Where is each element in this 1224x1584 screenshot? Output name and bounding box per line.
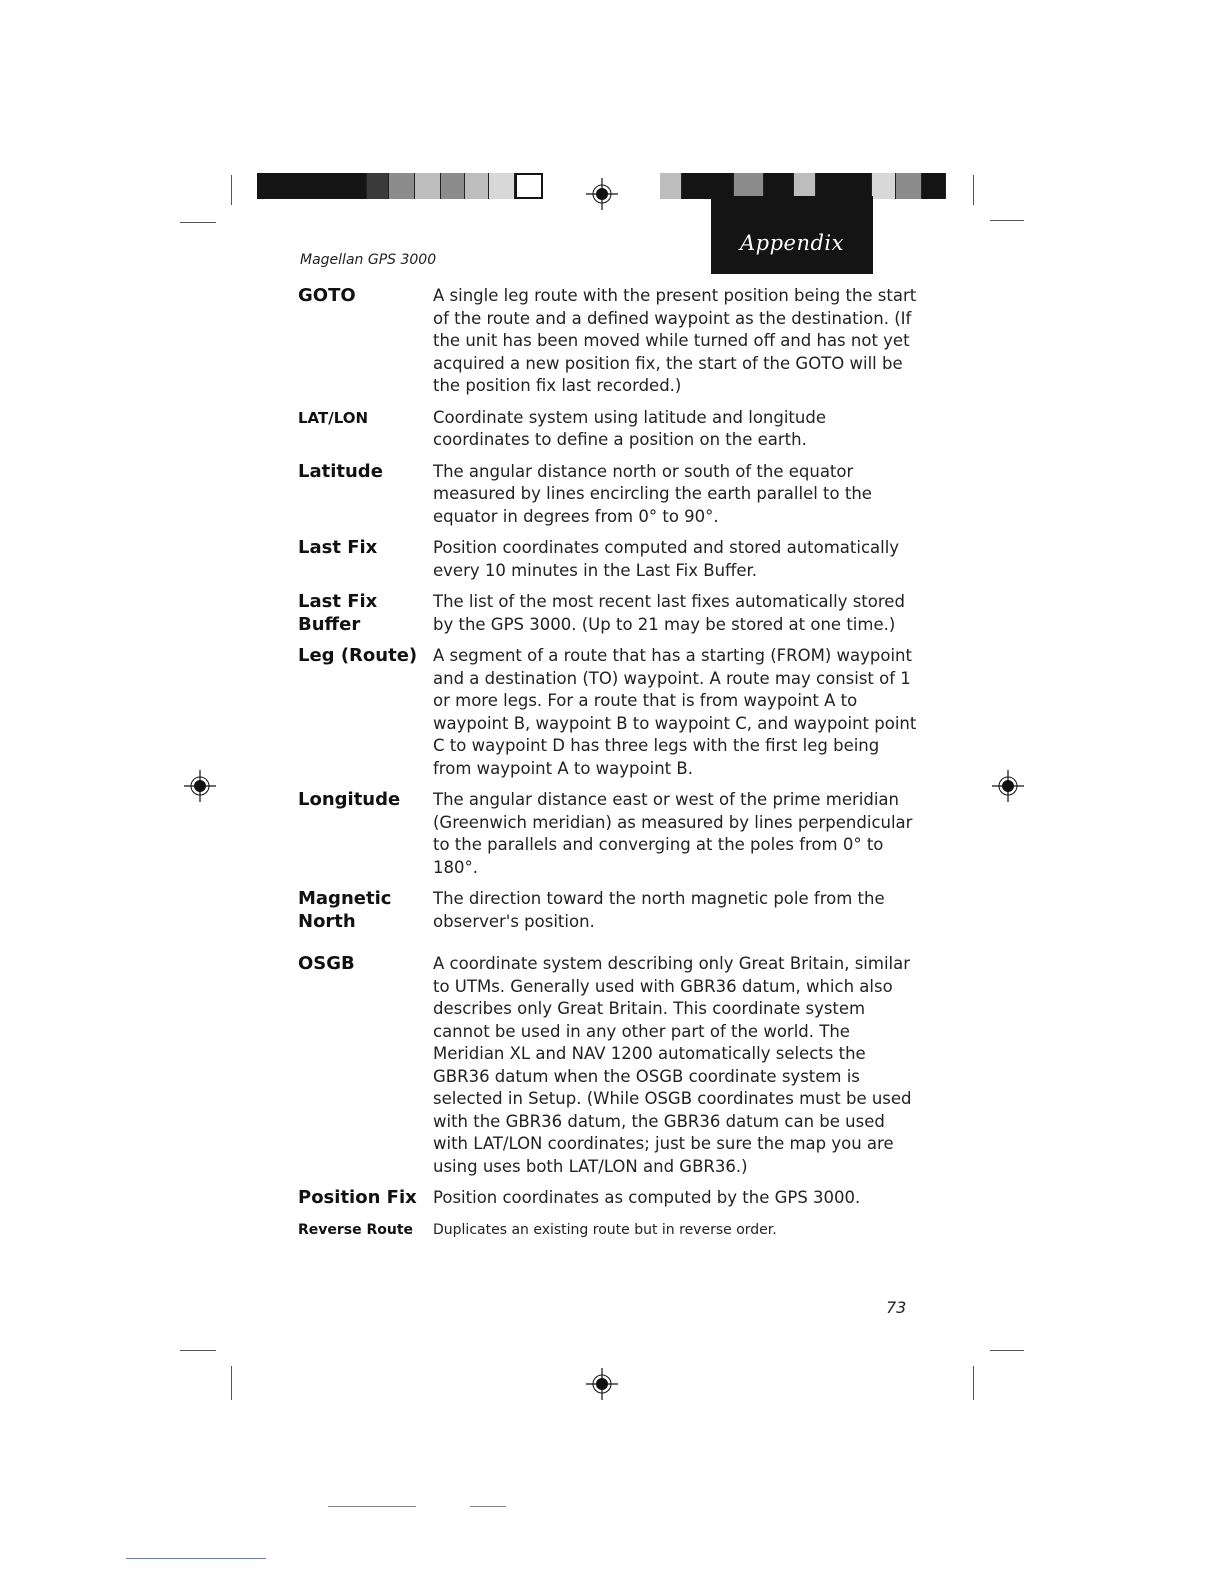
page-number: 73 [886,1298,907,1317]
registration-mark-icon [584,1366,620,1402]
glossary-definition: The list of the most recent last fixes automatically stored by the GPS 3000. (Up to 21 may be stored at one time.) [433,592,905,634]
crop-mark [973,175,974,205]
glossary-term: Last Fix Buffer [298,591,378,635]
glossary-term: OSGB [298,953,355,974]
crop-mark [231,1366,232,1400]
glossary-definition: A coordinate system describing only Great Britain, similar to UTMs. Generally used with GBR36 datum, which also describes only Great Britain. This coordinate system cannot be used in any other part of the world. The Meridian XL and NAV 1200 automatically selects the GBR36 datum when the OSGB coordinate system is selected in Setup. (While OSGB coordinates must be used with the GBR36 datum, the GBR36 datum can be used with LAT/LON coordinates; just be sure the map you are using uses both LAT/LON and GBR36.) [433,954,912,1176]
glossary-entry-position-fix [298,1187,928,1210]
glossary-term: Leg (Route) [298,645,418,666]
glossary-definition: Duplicates an existing route but in reverse order. [433,1221,777,1238]
registration-mark-icon [990,768,1026,804]
glossary-list [298,285,928,1241]
crop-mark [180,1350,216,1351]
glossary-term: Position Fix [298,1187,417,1208]
glossary-entry-last-fix [298,537,928,582]
crop-mark [231,175,232,205]
crop-mark [973,1366,974,1400]
glossary-term: Longitude [298,789,401,810]
glossary-definition: Position coordinates as computed by the GPS 3000. [433,1188,861,1207]
left-color-bar [257,173,545,199]
section-tab: Appendix [711,196,873,274]
glossary-definition: Position coordinates computed and stored automatically every 10 minutes in the Last Fix Buffer. [433,538,900,580]
glossary-entry-last-fix-buffer [298,591,928,636]
glossary-entry-reverse-route [298,1219,928,1242]
scan-artifact [328,1506,416,1507]
glossary-term: Magnetic North [298,888,392,932]
glossary-entry-osgb [298,953,928,1178]
crop-mark [990,1350,1024,1351]
registration-mark-icon [584,176,620,212]
glossary-term: Reverse Route [298,1221,414,1238]
scan-artifact [126,1558,266,1559]
glossary-term: Latitude [298,460,383,482]
document-title: Magellan GPS 3000 [300,252,437,268]
glossary-definition: The angular distance east or west of the prime meridian (Greenwich meridian) as measured by lines perpendicular to the parallels and converging at the poles from 0° to 180°. [433,790,913,877]
glossary-entry-lat-lon [298,407,928,452]
glossary-entry-goto [298,285,928,398]
glossary-term: Last Fix [298,537,378,558]
glossary-definition: The angular distance north or south of the equator measured by lines encircling the earth parallel to the equator in degrees from 0° to 90°. [433,461,872,526]
glossary-term: LAT/LON [298,408,369,427]
glossary-entry-magnetic-north [298,888,928,933]
glossary-entry-latitude [298,461,928,529]
crop-mark [180,222,216,223]
scan-artifact [470,1506,506,1507]
glossary-term: GOTO [298,285,356,306]
glossary-entry-longitude [298,789,928,879]
glossary-definition: A segment of a route that has a starting (FROM) waypoint and a destination (TO) waypoint. A route may consist of 1 or more legs. For a route that is from waypoint A to waypoint B, waypoint B to waypoint C, and waypoint point C to waypoint D has three legs with the first leg being from waypoint A to waypoint B. [433,646,917,778]
glossary-definition: Coordinate system using latitude and longitude coordinates to define a position on the earth. [433,407,826,449]
registration-mark-icon [182,768,218,804]
glossary-definition: The direction toward the north magnetic pole from the observer's position. [433,889,885,931]
crop-mark [990,220,1024,221]
glossary-definition: A single leg route with the present position being the start of the route and a defined waypoint as the destination. (If the unit has been moved while turned off and has not yet acquired a new position fix, the start of the GOTO will be the position fix last recorded.) [433,286,917,395]
glossary-entry-leg-route [298,645,928,780]
